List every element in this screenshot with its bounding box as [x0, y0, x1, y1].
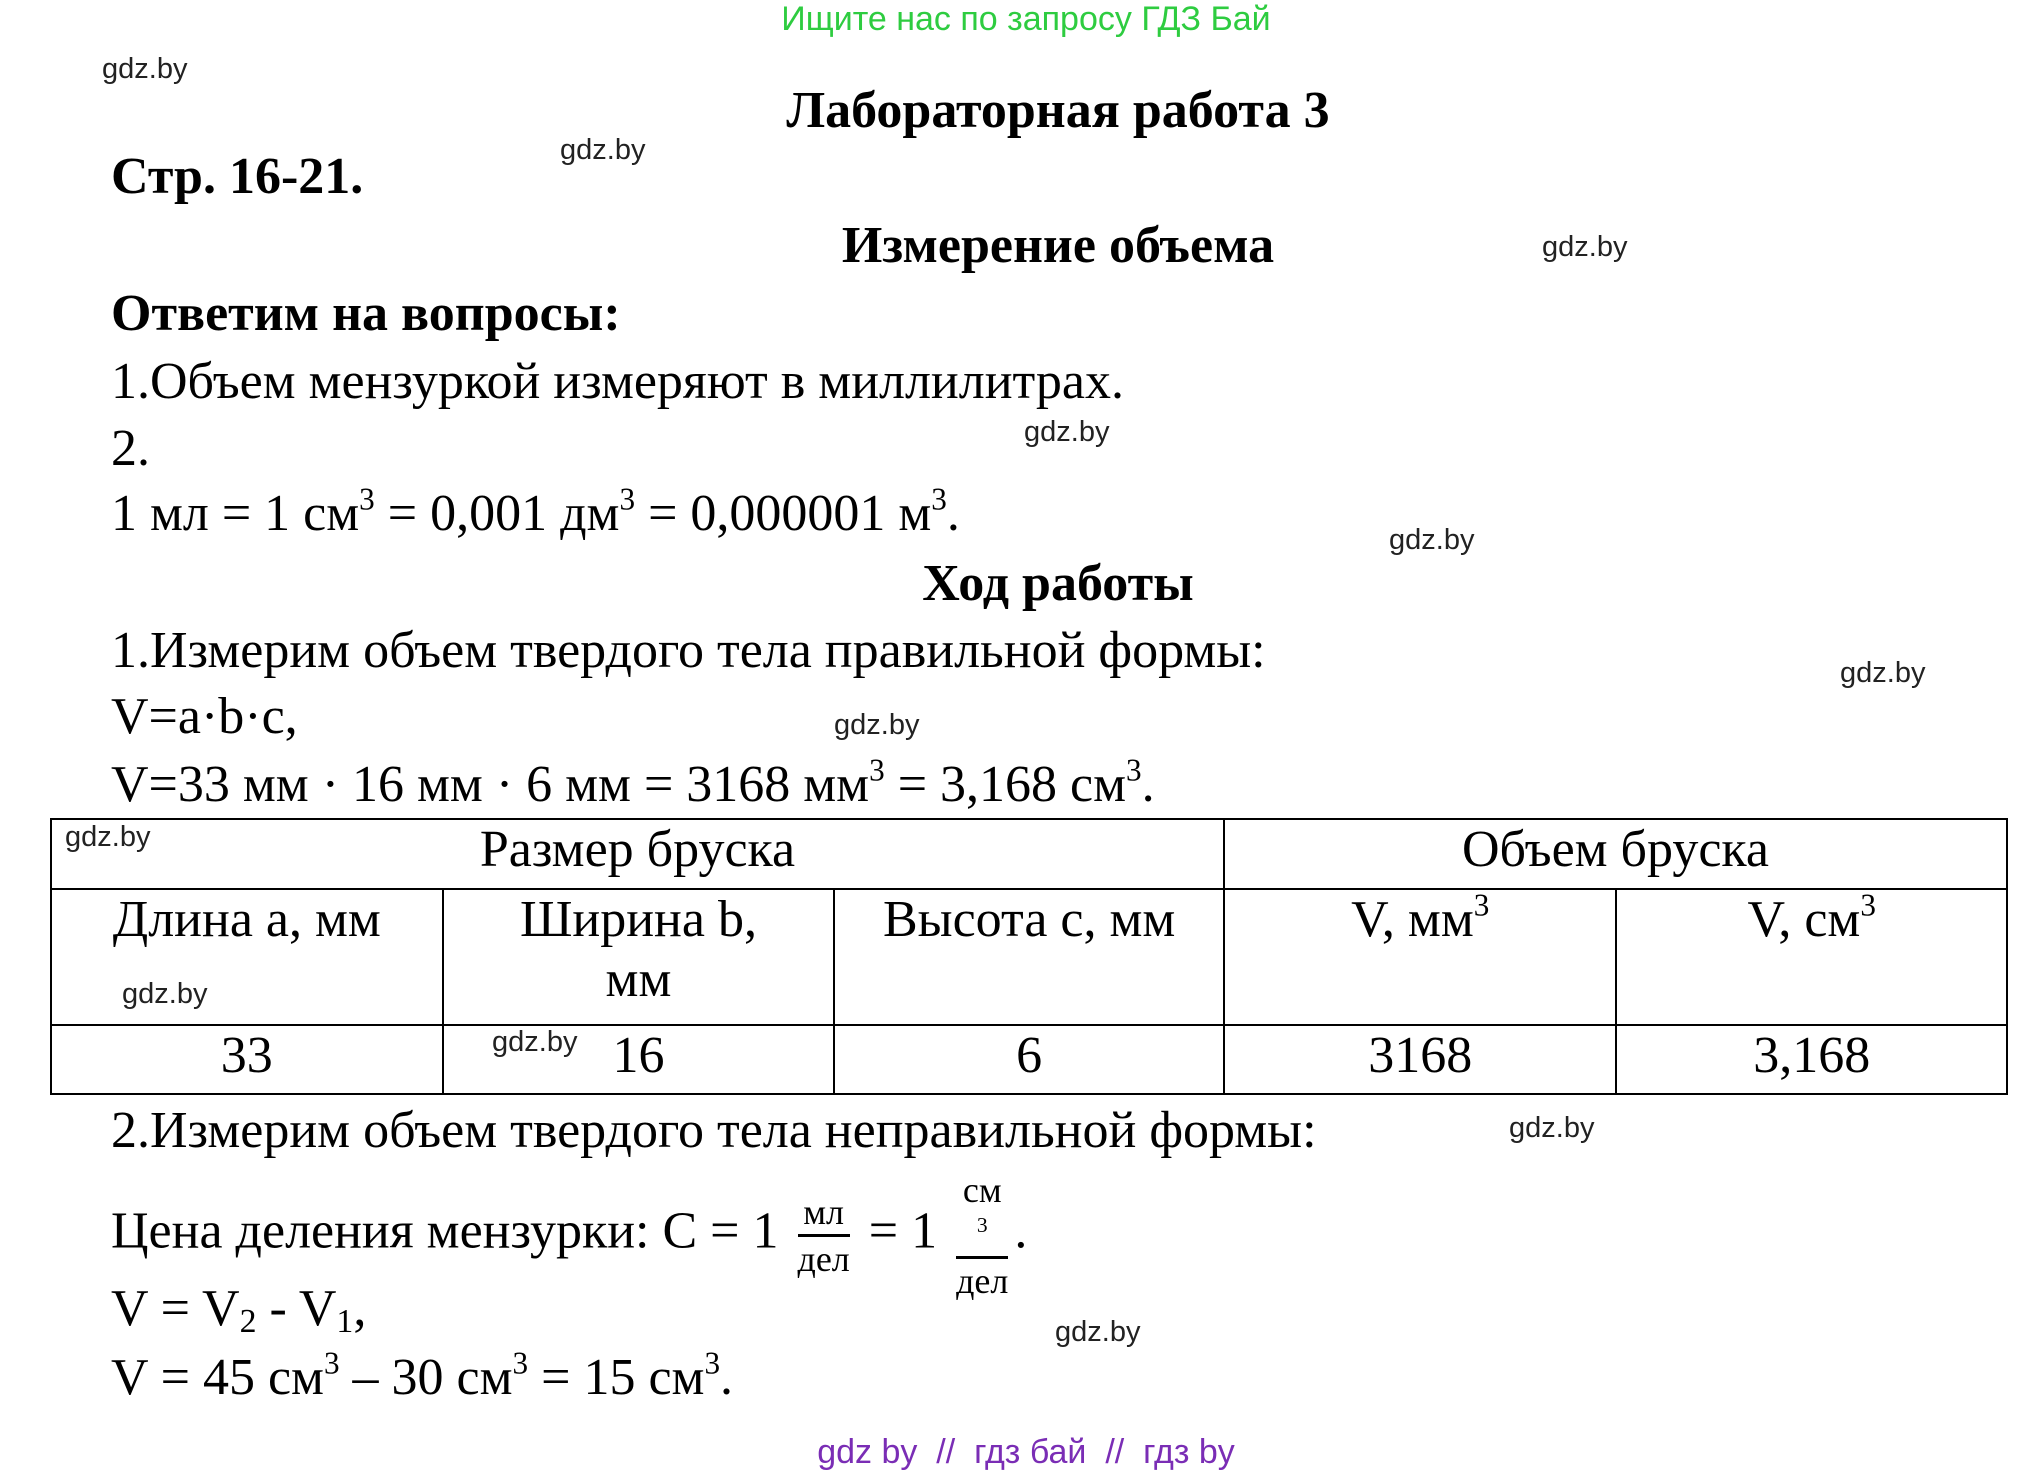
fraction-ml-per-div: $\frac{мл}{\text{дел}}$ [797, 1192, 850, 1279]
group-header-size: Размер бруска [51, 819, 1224, 889]
formula-1: V=a·b·c, [111, 688, 298, 745]
watermark: gdz.by [560, 134, 646, 166]
header-volume-mm: V, $мм^3$ [1224, 889, 1617, 1025]
measurements-table [50, 818, 2008, 1095]
header-volume-cm: V, $см^3$ [1616, 889, 2007, 1025]
header-height: Высота c, мм [834, 889, 1224, 1025]
division-value: Цена деления мензурки: C = 1 $\frac{мл}{\text{дел}}$ = 1 см $^3$ дел . [111, 1170, 1028, 1301]
header-length: Длина a, мм [51, 889, 443, 1025]
footer-links[interactable]: gdz by // гдз бай // гдз by [817, 1433, 1235, 1471]
cell-length: 33 [51, 1025, 443, 1094]
watermark: gdz.by [1509, 1112, 1595, 1144]
watermark: gdz.by [1055, 1316, 1141, 1348]
formula-2: $V = V_2 - V_1$, [111, 1280, 367, 1340]
search-banner: Ищите нас по запросу ГДЗ Бай [781, 0, 1271, 38]
header-width: Ширина b, мм [443, 889, 835, 1025]
answer-2-number: 2. [111, 420, 150, 477]
watermark: gdz.by [492, 1026, 578, 1058]
cell-volume-mm: 3168 [1224, 1025, 1617, 1094]
cell-height: 6 [834, 1025, 1224, 1094]
document-subtitle: Измерение объема [841, 217, 1275, 274]
step-1: 1.Измерим объем твердого тела правильной формы: [111, 622, 1266, 679]
fraction-cm3-per-div: см $^3$ дел [956, 1170, 1009, 1301]
watermark: gdz.by [1542, 231, 1628, 263]
watermark: gdz.by [1389, 524, 1475, 556]
answer-1: 1.Объем мензуркой измеряют в миллилитрах. [111, 353, 1124, 410]
watermark: gdz.by [1024, 416, 1110, 448]
watermark: gdz.by [1840, 657, 1926, 689]
watermark: gdz.by [65, 821, 151, 853]
cell-width: 16 [443, 1025, 835, 1094]
watermark: gdz.by [102, 53, 188, 85]
calculation-1: V=33 мм · 16 мм · 6 мм = 3168 $мм^3 = 3,168$ $см^3$. [111, 752, 1155, 813]
questions-heading: Ответим на вопросы: [111, 285, 621, 342]
page-reference: Стр. 16-21. [111, 148, 364, 205]
cell-volume-cm: 3,168 [1616, 1025, 2007, 1094]
watermark: gdz.by [122, 978, 208, 1010]
watermark: gdz.by [834, 709, 920, 741]
calculation-2: V = 45 $см^3 - 30$ $см^3 = 15$ $см^3$. [111, 1345, 734, 1406]
group-header-volume: Объем бруска [1224, 819, 2007, 889]
answer-2-conversion: 1 мл = 1 $см^3 = 0,001$ $дм^3 = 0,000001$ $м^3$. [111, 481, 960, 542]
document-title: Лабораторная работа 3 [786, 82, 1330, 139]
work-heading: Ход работы [922, 555, 1194, 612]
step-2: 2.Измерим объем твердого тела неправильной формы: [111, 1102, 1317, 1159]
